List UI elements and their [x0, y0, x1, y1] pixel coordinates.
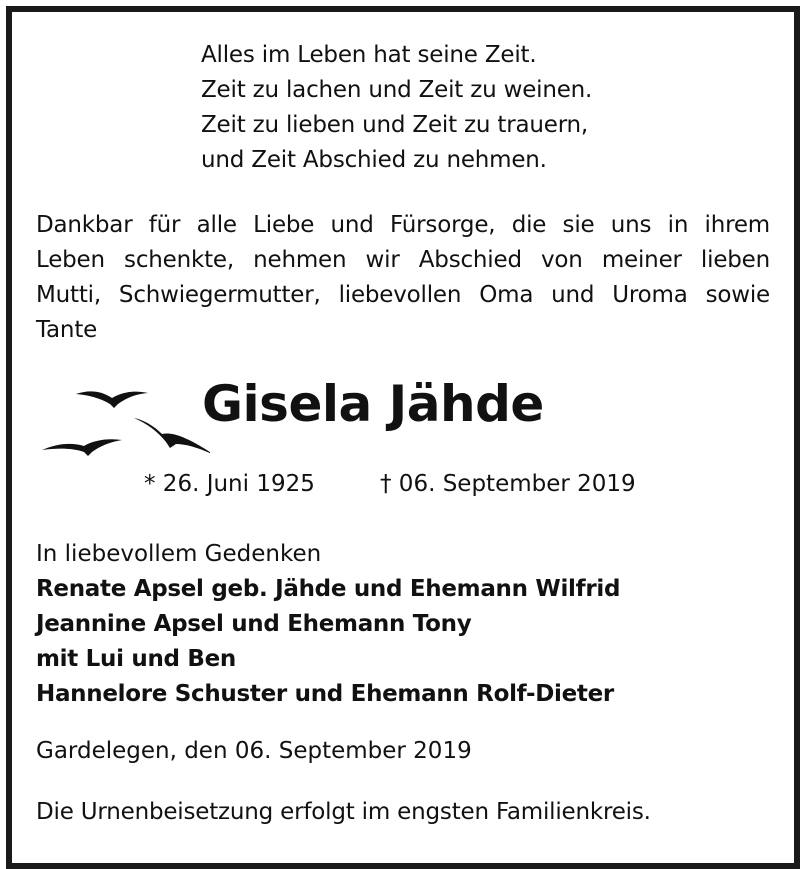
- intro-line: Mutti, Schwiegermutter, liebevollen Oma und Uroma sowie: [36, 282, 770, 308]
- verse-line: und Zeit Abschied zu nehmen.: [201, 147, 547, 173]
- verse-line: Alles im Leben hat seine Zeit.: [201, 42, 537, 68]
- verse-line: Zeit zu lieben und Zeit zu trauern,: [201, 112, 589, 138]
- mourner-name: Hannelore Schuster und Ehemann Rolf-Dieter: [36, 681, 614, 707]
- place-and-date: Gardelegen, den 06. September 2019: [36, 738, 472, 764]
- mourners-heading: In liebevollem Gedenken: [36, 541, 322, 567]
- intro-paragraph: [36, 208, 770, 348]
- verse-block: [201, 38, 592, 178]
- birth-date: * 26. Juni 1925: [144, 471, 315, 497]
- intro-line: Dankbar für alle Liebe und Fürsorge, die sie uns in ihrem: [36, 212, 770, 238]
- deceased-name: Gisela Jähde: [202, 375, 544, 433]
- mourners-block: [36, 537, 620, 712]
- intro-line: Tante: [36, 317, 98, 343]
- obituary-content: [12, 12, 794, 863]
- intro-line: Leben schenkte, nehmen wir Abschied von meiner lieben: [36, 247, 770, 273]
- obituary-frame: [6, 6, 800, 869]
- closing-note: Die Urnenbeisetzung erfolgt im engsten Familienkreis.: [36, 799, 651, 825]
- mourner-name: Jeannine Apsel und Ehemann Tony: [36, 611, 472, 637]
- mourner-name: mit Lui und Ben: [36, 646, 236, 672]
- flying-birds-icon: [30, 380, 210, 460]
- death-date: † 06. September 2019: [380, 471, 636, 497]
- mourner-name: Renate Apsel geb. Jähde und Ehemann Wilfrid: [36, 576, 621, 602]
- verse-line: Zeit zu lachen und Zeit zu weinen.: [201, 77, 593, 103]
